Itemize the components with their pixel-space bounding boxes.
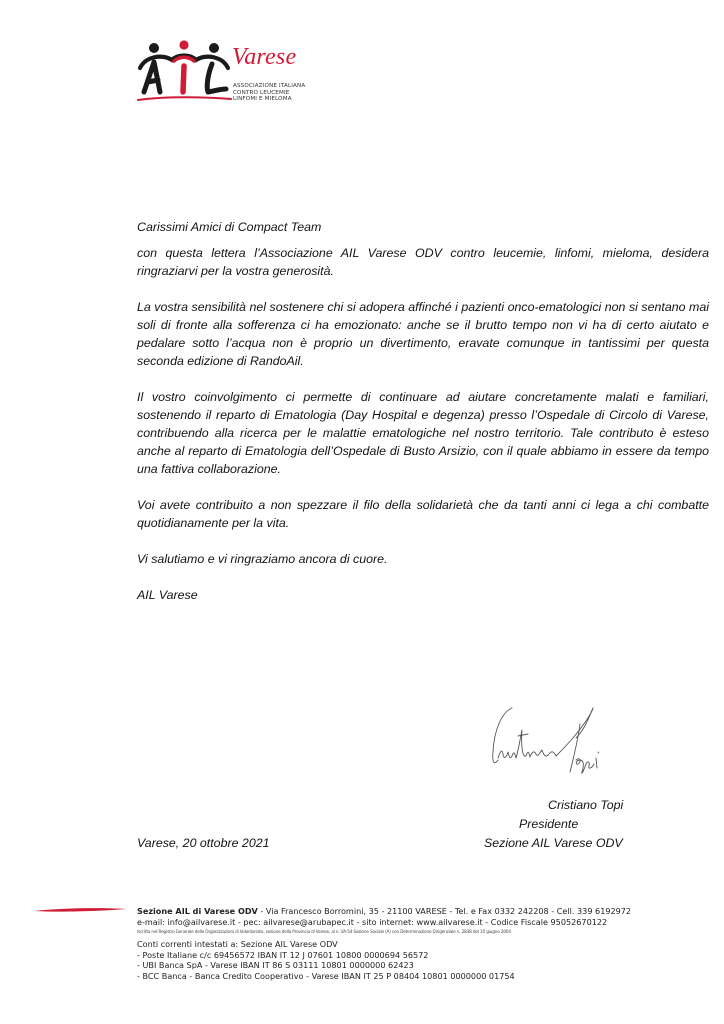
brand-name: Varese: [232, 44, 297, 70]
letter-body: [137, 218, 709, 622]
ail-varese-logo: [136, 40, 336, 110]
letter-paragraph: La vostra sensibilità nel sostenere chi si adopera affinché i pazienti onco-ematologici non si sentano mai soli di fronte alla sofferenza ci ha emozionato: anche se il brutto tempo non vi ha di certo aiutato e pedalare sotto l’acqua non è proprio un divertimento, eravate comunque in tantissimi per questa seconda edizione di RandoAil.: [137, 300, 709, 368]
bank-account-line: - Poste Italiane c/c 69456572 IBAN IT 12 J 07601 10800 0000694 56572: [137, 949, 429, 960]
tagline-line: LINFOMI E MIELOMA: [233, 96, 292, 103]
letter-paragraph: con questa lettera l’Associazione AIL Varese ODV contro leucemie, linfomi, mieloma, desidera ringraziarvi per la vostra generosità.: [137, 246, 709, 278]
bank-account-line: - BCC Banca - Banca Credito Cooperativo - Varese IBAN IT 25 P 08404 10801 0000000 01754: [137, 970, 515, 981]
handwritten-signature-icon: [484, 700, 614, 785]
footer-address-line: [137, 906, 697, 917]
letterhead-footer: [137, 906, 697, 981]
letter-paragraph: Il vostro coinvolgimento ci permette di continuare ad aiutare concretamente malati e familiari, sostenendo il reparto di Ematologia (Day Hospital e degenza) presso l’Ospedale di Circolo di Varese, contribuendo alla ricerca per le malattie ematologiche nel nostro territorio. Tale contributo è esteso anche al reparto di Ematologia dell’Ospedale di Busto Arsizio, con il quale abbiamo in essere da tempo una fattiva collaborazione.: [137, 390, 709, 476]
footer-red-swoosh-icon: [32, 906, 128, 914]
letter-sender: AIL Varese: [137, 588, 198, 602]
letter-salutation: Carissimi Amici di Compact Team: [137, 220, 322, 234]
tagline-line: ASSOCIAZIONE ITALIANA: [233, 83, 306, 89]
accounts-title: Conti correnti intestati a: Sezione AIL Varese ODV: [137, 939, 338, 949]
letter-date: Varese, 20 ottobre 2021: [137, 836, 270, 850]
signatory-name: Cristiano Topi: [548, 798, 624, 812]
footer-registry-note: Iscritta nel Registro Generale delle Organizzazioni di Volontariato, sezione della Provincia di Varese, al n. VA-54 Sezione Sociale (A) con Determinazione Dirigenziale n. 2838 del 10 giugno 2004: [137, 929, 511, 934]
footer-org-name: Sezione AIL di Varese ODV: [137, 906, 258, 916]
signatory-organization: Sezione AIL Varese ODV: [484, 836, 623, 850]
tagline-line: CONTRO LEUCEMIE: [233, 89, 290, 96]
footer-address: - Via Francesco Borromini, 35 - 21100 VARESE - Tel. e Fax 0332 242208 - Cell. 339 6192972: [257, 906, 632, 916]
bank-account-line: - UBI Banca SpA - Varese IBAN IT 86 S 03111 10801 0000000 62423: [137, 960, 414, 971]
signatory-role: Presidente: [519, 817, 579, 831]
footer-bank-accounts: [137, 939, 697, 981]
letter-closing: Vi salutiamo e vi ringraziamo ancora di cuore.: [137, 552, 388, 566]
ail-figures-icon: [136, 40, 232, 104]
footer-contacts: e-mail: info@ailvarese.it - pec: ailvarese@arubapec.it - sito internet: www.ailvarese.it - Codice Fiscale 95052670122: [137, 917, 608, 927]
letter-paragraph: Voi avete contribuito a non spezzare il filo della solidarietà che da tanti anni ci lega a chi combatte quotidianamente per la vita.: [137, 498, 709, 530]
logo-tagline: [233, 83, 305, 103]
